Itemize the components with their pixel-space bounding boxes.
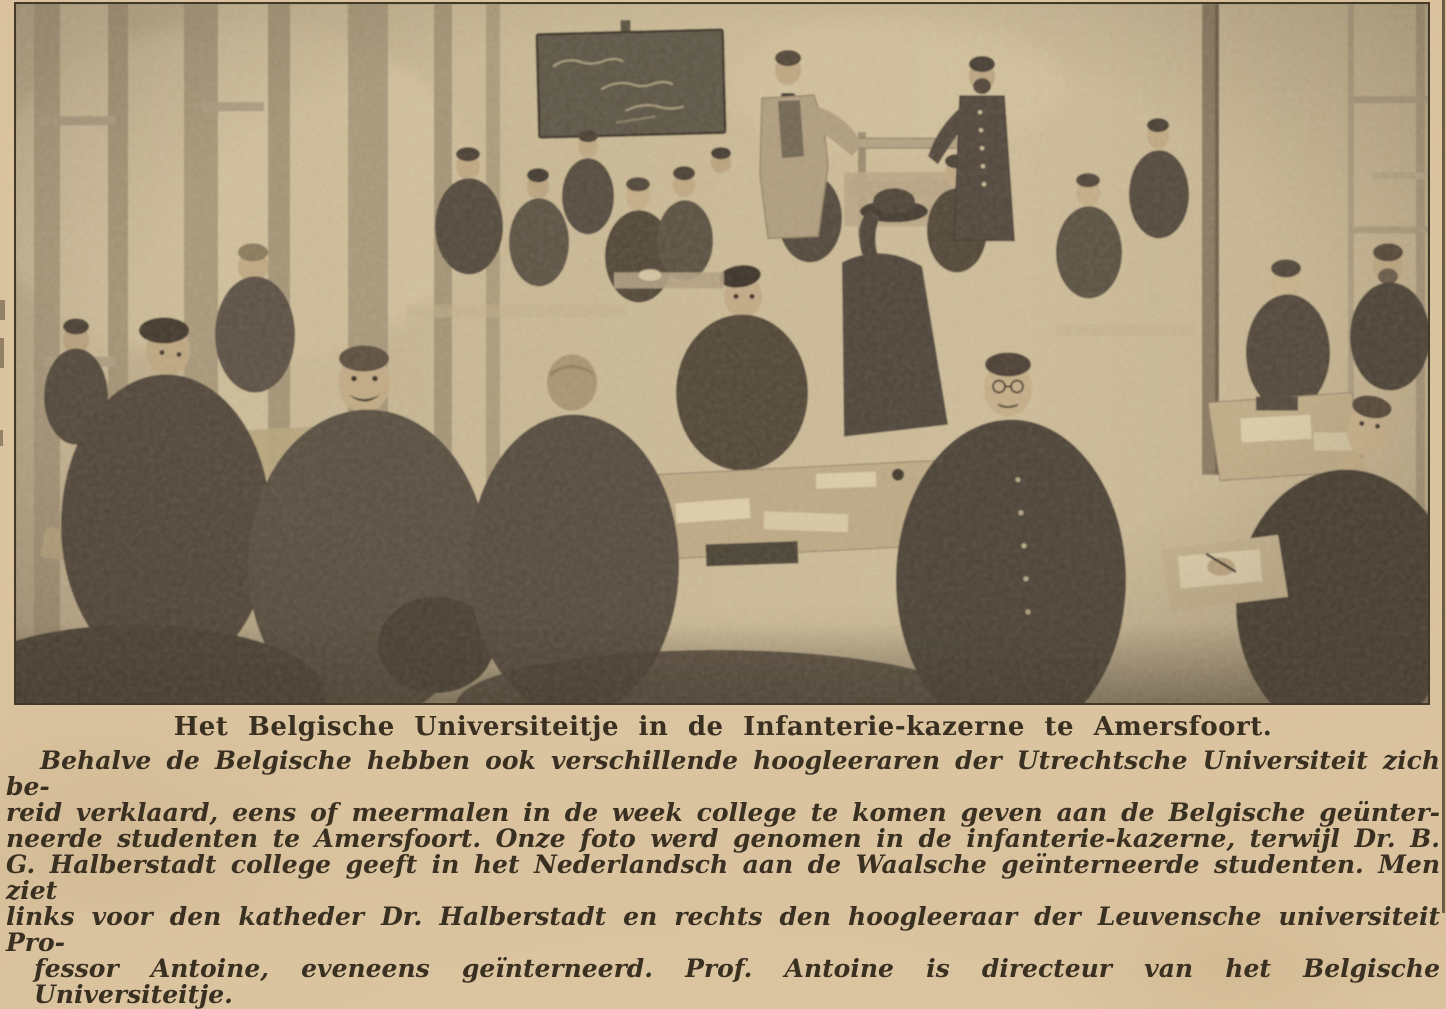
caption-line: G. Halberstadt college geeft in het Nederlandsch aan de Waalsche geïnterneerde studenten. Men ziet: [6, 852, 1440, 904]
caption-line: Behalve de Belgische hebben ook verschillende hoogleeraren der Utrechtsche Universiteit zich be-: [6, 748, 1440, 800]
caption-line: fessor Antoine, eveneens geïnterneerd. Prof. Antoine is directeur van het Belgische Universiteitje.: [6, 956, 1440, 1008]
caption-title: Het Belgische Universiteitje in de Infanterie-kazerne te Amersfoort.: [6, 713, 1440, 741]
caption: [0, 705, 1446, 913]
caption-line: reid verklaard, eens of meermalen in de week college te komen geven aan de Belgische geünter-: [6, 800, 1440, 826]
photograph: [14, 2, 1430, 705]
caption-body: [6, 748, 1440, 1008]
photo-scene: [16, 4, 1428, 703]
print-mottle: [16, 4, 1428, 703]
caption-line: neerde studenten te Amersfoort. Onze foto werd genomen in de infanterie-kazerne, terwijl Dr. B.: [6, 826, 1440, 852]
caption-line: links voor den katheder Dr. Halberstadt en rechts den hoogleeraar der Leuvensche universiteit Pro-: [6, 904, 1440, 956]
